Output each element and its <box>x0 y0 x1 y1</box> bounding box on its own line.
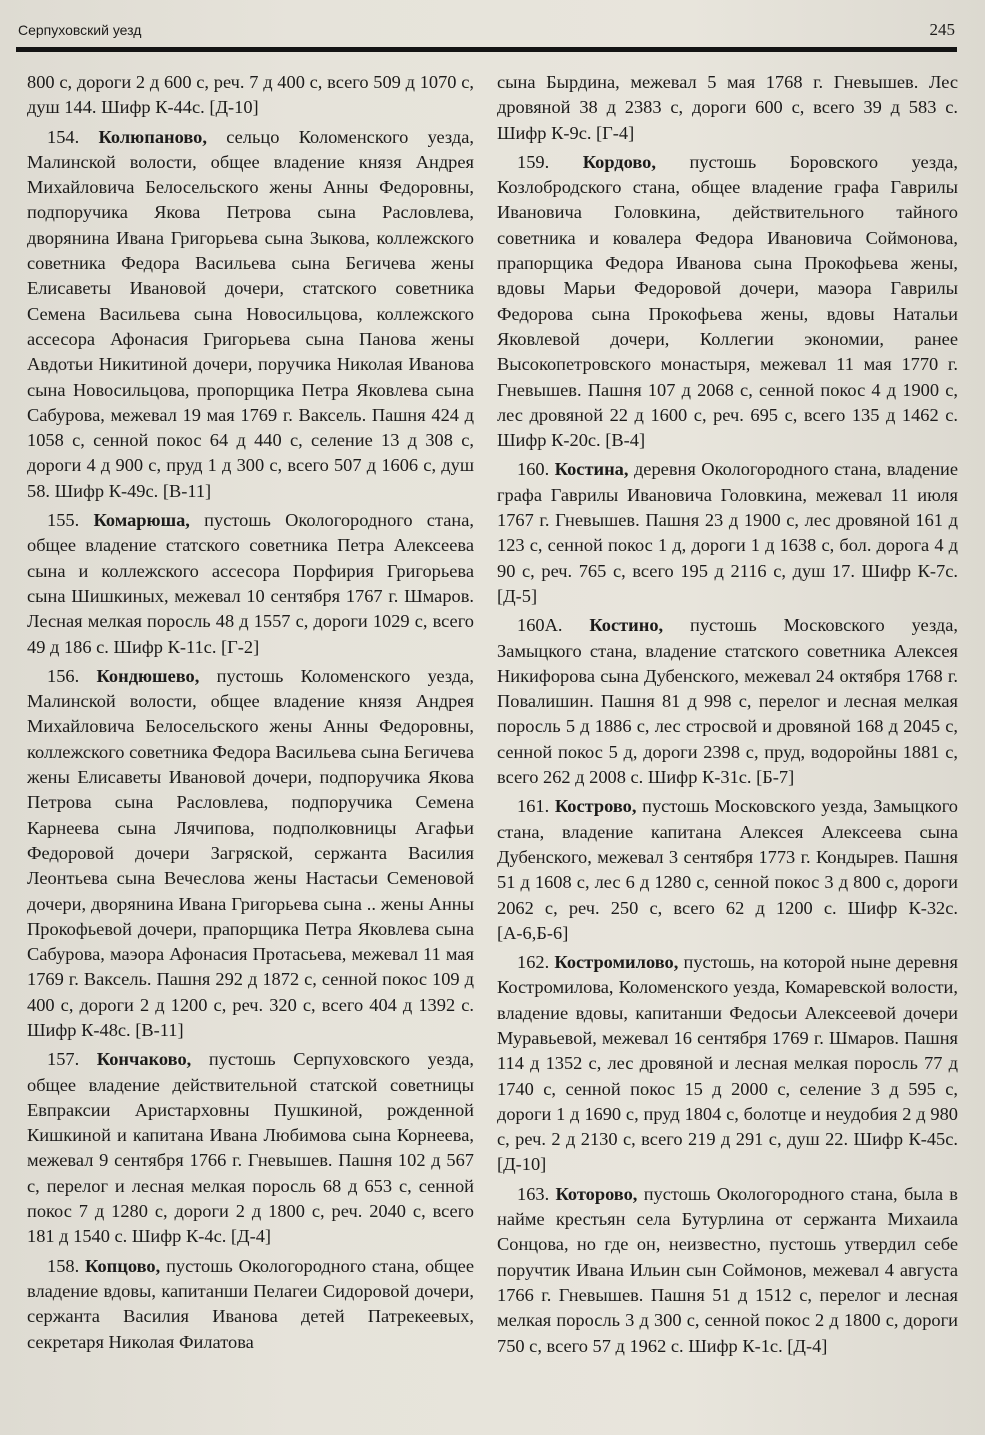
entry-text: пустошь Окологородного стана, общее владение статского советника Петра Алексеева сына и коллежского ассесора Порфирия Григорьева сына Шишкиных, межевал 10 сентября 1767 г. Шмаров. Лесная мелкая поросль 48 д 1557 с, дороги 1029 с, всего 49 д 186 с. Шифр К-11с. [Г-2] <box>27 510 474 657</box>
gazetteer-entry <box>497 794 958 946</box>
entry-number: 161. <box>517 796 550 817</box>
entry-text: деревня Окологородного стана, владение графа Гаврилы Ивановича Головкина, межевал 11 июля 1767 г. Гневышев. Пашня 23 д 1900 с, лес дровяной 161 д 123 с, сенной покос 1 д, дороги 1 д 1638 с, бол. дорога 4 д 90 с, реч. 765 с, всего 195 д 2116 с, душ 17. Шифр К-7с. [Д-5] <box>497 459 958 606</box>
entry-name: Которово, <box>555 1183 638 1204</box>
entry-name: Кондюшево, <box>96 665 200 686</box>
right-column <box>497 70 958 1363</box>
entry-number: 154. <box>47 126 80 147</box>
entry-name: Кострово, <box>554 796 637 817</box>
gazetteer-entry <box>27 125 474 504</box>
entry-text: пустошь Серпуховского уезда, общее владение действительной статской советницы Евпраксии Аристарховны Пушкиной, рожденной Кишкиной и капитана Ивана Любимова сына Корнеева, межевал 9 сентября 1766 г. Гневышев. Пашня 102 д 567 с, перелог и лесная мелкая поросль 68 д 653 с, сенной покос 7 д 1280 с, дороги 2 д 1800 с, реч. 2040 с, всего 181 д 1540 с. Шифр К-4с. [Д-4] <box>27 1049 474 1247</box>
entry-number: 159. <box>517 151 550 172</box>
entry-name: Комарюша, <box>93 510 190 531</box>
entry-number: 158. <box>47 1255 80 1276</box>
entry-name: Колюпаново, <box>98 126 207 147</box>
entry-number: 160А. <box>517 615 563 636</box>
entry-name: Кордово, <box>582 151 656 172</box>
gazetteer-entry <box>27 508 474 660</box>
entry-text: 800 с, дороги 2 д 600 с, реч. 7 д 400 с, всего 509 д 1070 с, душ 144. Шифр К-44с. [Д-10] <box>27 72 474 118</box>
entry-number: 162. <box>517 952 550 973</box>
entry-continuation <box>27 70 474 121</box>
entry-text: сына Бырдина, межевал 5 мая 1768 г. Гневышев. Лес дровяной 38 д 2383 с, дороги 600 с, всего 39 д 583 с. Шифр К-9с. [Г-4] <box>497 72 958 143</box>
entry-name: Костромилово, <box>554 952 679 973</box>
entry-text: пустошь, на которой ныне деревня Костромилова, Коломенского уезда, Комаревской волости, владение вдовы, капитанши Федосьи Алексеевой дочери Муравьевой, межевал 16 сентября 1769 г. Шмаров. Пашня 114 д 1352 с, лес дровяной и лесная мелкая поросль 77 д 1740 с, сенной покос 15 д 2000 с, селение 3 д 595 с, дороги 1 д 1690 с, пруд 1804 с, болотце и неудобия 2 д 980 с, реч. 2 д 2130 с, всего 219 д 291 с, душ 22. Шифр К-45с. [Д-10] <box>497 952 958 1175</box>
gazetteer-entry <box>497 950 958 1178</box>
section-title: Серпуховский уезд <box>18 22 142 38</box>
header-rule <box>16 47 957 52</box>
gazetteer-entry <box>27 1254 474 1355</box>
gazetteer-entry <box>27 1047 474 1249</box>
entry-name: Костина, <box>554 459 629 480</box>
running-head <box>18 18 955 44</box>
page-number: 245 <box>929 20 955 39</box>
entry-number: 160. <box>517 459 550 480</box>
gazetteer-entry <box>497 1182 958 1359</box>
gazetteer-entry <box>497 457 958 609</box>
entry-number: 163. <box>517 1183 550 1204</box>
entry-number: 157. <box>47 1049 80 1070</box>
entry-number: 155. <box>47 510 80 531</box>
entry-text: сельцо Коломенского уезда, Малинской волости, общее владение князя Андрея Михайловича Белосельского жены Анны Федоровны, подпоручика Якова Петрова сына Расловлева, дворянина Ивана Григорьева сына Зыкова, коллежского советника Федора Васильева сына Бегичева жены Елисаветы Ивановой дочери, статского советника Семена Васильева сына Новосильцова, коллежского ассесора Афонасия Григорьева сына Панова жены Авдотьи Никитиной дочери, поручика Николая Иванова сына Новосильцова, пропорщика Петра Яковлева сына Сабурова, межевал 19 мая 1769 г. Ваксель. Пашня 424 д 1058 с, сенной покос 64 д 440 с, селение 13 д 308 с, дороги 4 д 900 с, пруд 1 д 300 с, всего 507 д 1606 с, душ 58. Шифр К-49с. [В-11] <box>27 126 474 501</box>
gazetteer-entry <box>497 613 958 790</box>
entry-text: пустошь Окологородного стана, была в найме крестьян села Бутурлина от сержанта Михаила Сонцова, но где он, неизвестно, пустошь утвердил себе поручтик Ивана Ильин сын Соймонов, межевал 4 августа 1766 г. Гневышев. Пашня 51 д 1512 с, перелог и лесная мелкая поросль 3 д 300 с, сенной покос 2 д 1800 с, дороги 750 с, всего 57 д 1962 с. Шифр К-1с. [Д-4] <box>497 1183 958 1356</box>
gazetteer-entry <box>497 150 958 454</box>
left-column <box>27 70 474 1359</box>
entry-number: 156. <box>47 665 80 686</box>
entry-name: Копцово, <box>85 1255 161 1276</box>
entry-name: Костино, <box>589 615 664 636</box>
entry-continuation <box>497 70 958 146</box>
gazetteer-entry <box>27 664 474 1043</box>
entry-text: пустошь Московского уезда, Замыцкого стана, владение капитана Алексея Алексеева сына Дубенского, межевал 3 сентября 1773 г. Кондырев. Пашня 51 д 1608 с, лес 6 д 1280 с, сенной покос 3 д 800 с, дороги 2062 с, реч. 250 с, всего 62 д 1200 с. Шифр К-32с. [А-6,Б-6] <box>497 796 958 943</box>
entry-text: пустошь Коломенского уезда, Малинской волости, общее владение князя Андрея Михайловича Белосельского жены Анны Федоровны, коллежского советника Федора Васильева сына Бегичева жены Елисаветы Ивановой дочери, подпоручика Якова Петрова сына Расловлева, подпоручика Семена Карнеева сына Лячипова, подполковницы Агафьи Федоровой дочери Загряской, сержанта Василия Леонтьева сына Вечеслова жены Настасьи Семеновой дочери, дворянина Ивана Григорьева сына .. жены Анны Прокофьевой дочери, прапорщика Петра Яковлева сына Сабурова, маэора Афонасия Протасьева, межевал 11 мая 1769 г. Ваксель. Пашня 292 д 1872 с, сенной покос 109 д 400 с, дороги 2 д 1200 с, реч. 320 с, всего 404 д 1392 с. Шифр К-48с. [В-11] <box>27 665 474 1040</box>
entry-text: пустошь Московского уезда, Замыцкого стана, владение статского советника Алексея Никифорова сына Дубенского, межевал 24 октября 1768 г. Повалишин. Пашня 81 д 998 с, перелог и лесная мелкая поросль 5 д 1886 с, лес стросвой и дровяной 168 д 2045 с, сенной покос 5 д, дороги 2398 с, пруд, водоройны 1881 с, всего 262 д 2008 с. Шифр К-31с. [Б-7] <box>497 615 958 788</box>
entry-text: пустошь Окологородного стана, общее владение вдовы, капитанши Пелагеи Сидоровой дочери, сержанта Василия Иванова детей Патрекеевых, секретаря Николая Филатова <box>27 1255 474 1352</box>
entry-text: пустошь Боровского уезда, Козлобродского стана, общее владение графа Гаврилы Ивановича Головкина, действительного тайного советника и ковалера Федора Ивановича Соймонова, прапорщика Федора Иванова сына Прокофьева жены, вдовы Марьи Федоровой дочери, маэора Гаврилы Федорова сына Прокофьева жены, вдовы Натальи Яковлевой дочери, Коллегии экономии, ранее Высокопетровского монастыря, межевал 11 мая 1770 г. Гневышев. Пашня 107 д 2068 с, сенной покос 4 д 1900 с, лес дровяной 22 д 1600 с, реч. 695 с, всего 135 д 1462 с. Шифр К-20с. [В-4] <box>497 151 958 451</box>
entry-name: Кончаково, <box>96 1049 192 1070</box>
